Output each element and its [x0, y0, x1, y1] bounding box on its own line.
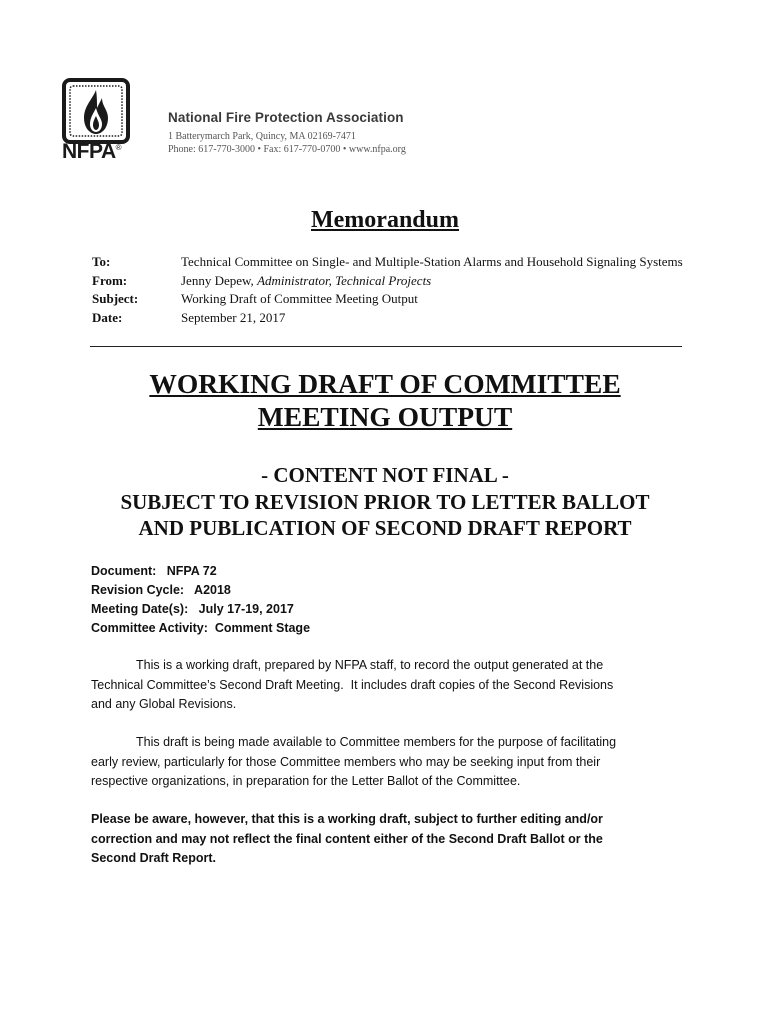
draft-notice	[0, 462, 770, 542]
from-name: Jenny Depew,	[181, 272, 258, 288]
document-metadata	[91, 562, 310, 638]
document-heading	[0, 367, 770, 433]
meta-committee-activity: Committee Activity: Comment Stage	[91, 621, 311, 635]
from-label: From:	[92, 272, 128, 288]
memo-date-row	[92, 309, 683, 328]
heading-line-2: MEETING OUTPUT	[257, 401, 513, 432]
heading-line-1: WORKING DRAFT OF COMMITTEE	[149, 368, 621, 399]
notice-line-3: AND PUBLICATION OF SECOND DRAFT REPORT	[138, 516, 632, 540]
paragraph-line: correction and may not reflect the final content either of the Second Draft Ballot or the	[91, 831, 603, 846]
organization-name: National Fire Protection Association	[168, 110, 404, 125]
memo-title: Memorandum	[311, 207, 459, 233]
from-title: Administrator, Technical Projects	[257, 272, 432, 288]
paragraph-line: This is a working draft, prepared by NFPA staff, to record the output generated at the	[136, 658, 604, 672]
notice-line-1: - CONTENT NOT FINAL -	[261, 463, 509, 487]
logo-wordmark: NFPA®	[62, 140, 122, 163]
memo-to-row	[92, 253, 683, 272]
organization-address: 1 Batterymarch Park, Quincy, MA 02169-7471	[168, 131, 356, 142]
paragraph-line: early review, particularly for those Committee members who may be seeking input from their	[91, 754, 601, 769]
memo-from-row	[92, 272, 683, 291]
header-divider	[90, 346, 682, 347]
paragraph-availability	[91, 733, 691, 792]
organization-info	[168, 110, 406, 156]
organization-contact: Phone: 617-770-3000 • Fax: 617-770-0700 • www.nfpa.org	[168, 144, 406, 155]
memo-header-fields	[92, 253, 683, 327]
subject-label: Subject:	[92, 291, 139, 307]
meta-meeting-dates: Meeting Date(s): July 17-19, 2017	[91, 602, 294, 616]
from-value	[181, 273, 431, 289]
to-value: Technical Committee on Single- and Multiple-Station Alarms and Household Signaling Systems	[181, 254, 683, 270]
paragraph-line: and any Global Revisions.	[91, 697, 237, 711]
memo-subject-row	[92, 290, 683, 309]
meta-revision-cycle: Revision Cycle: A2018	[91, 583, 231, 597]
nfpa-logo	[62, 78, 136, 166]
notice-line-2: SUBJECT TO REVISION PRIOR TO LETTER BALLOT	[120, 489, 650, 514]
paragraph-line: Please be aware, however, that this is a working draft, subject to further editing and/or	[91, 812, 603, 826]
subject-value: Working Draft of Committee Meeting Output	[181, 291, 418, 307]
paragraph-line: Second Draft Report.	[91, 851, 217, 865]
date-value: September 21, 2017	[181, 309, 286, 325]
to-label: To:	[92, 254, 111, 270]
meta-document: Document: NFPA 72	[91, 564, 217, 578]
paragraph-line: respective organizations, in preparation for the Letter Ballot of the Committee.	[91, 774, 521, 788]
paragraph-line: Technical Committee’s Second Draft Meeting. It includes draft copies of the Second Revisions	[91, 677, 614, 692]
paragraph-warning	[91, 810, 691, 869]
paragraph-working-draft	[91, 656, 691, 715]
date-label: Date:	[92, 309, 123, 325]
paragraph-line: This draft is being made available to Committee members for the purpose of facilitating	[136, 735, 617, 749]
